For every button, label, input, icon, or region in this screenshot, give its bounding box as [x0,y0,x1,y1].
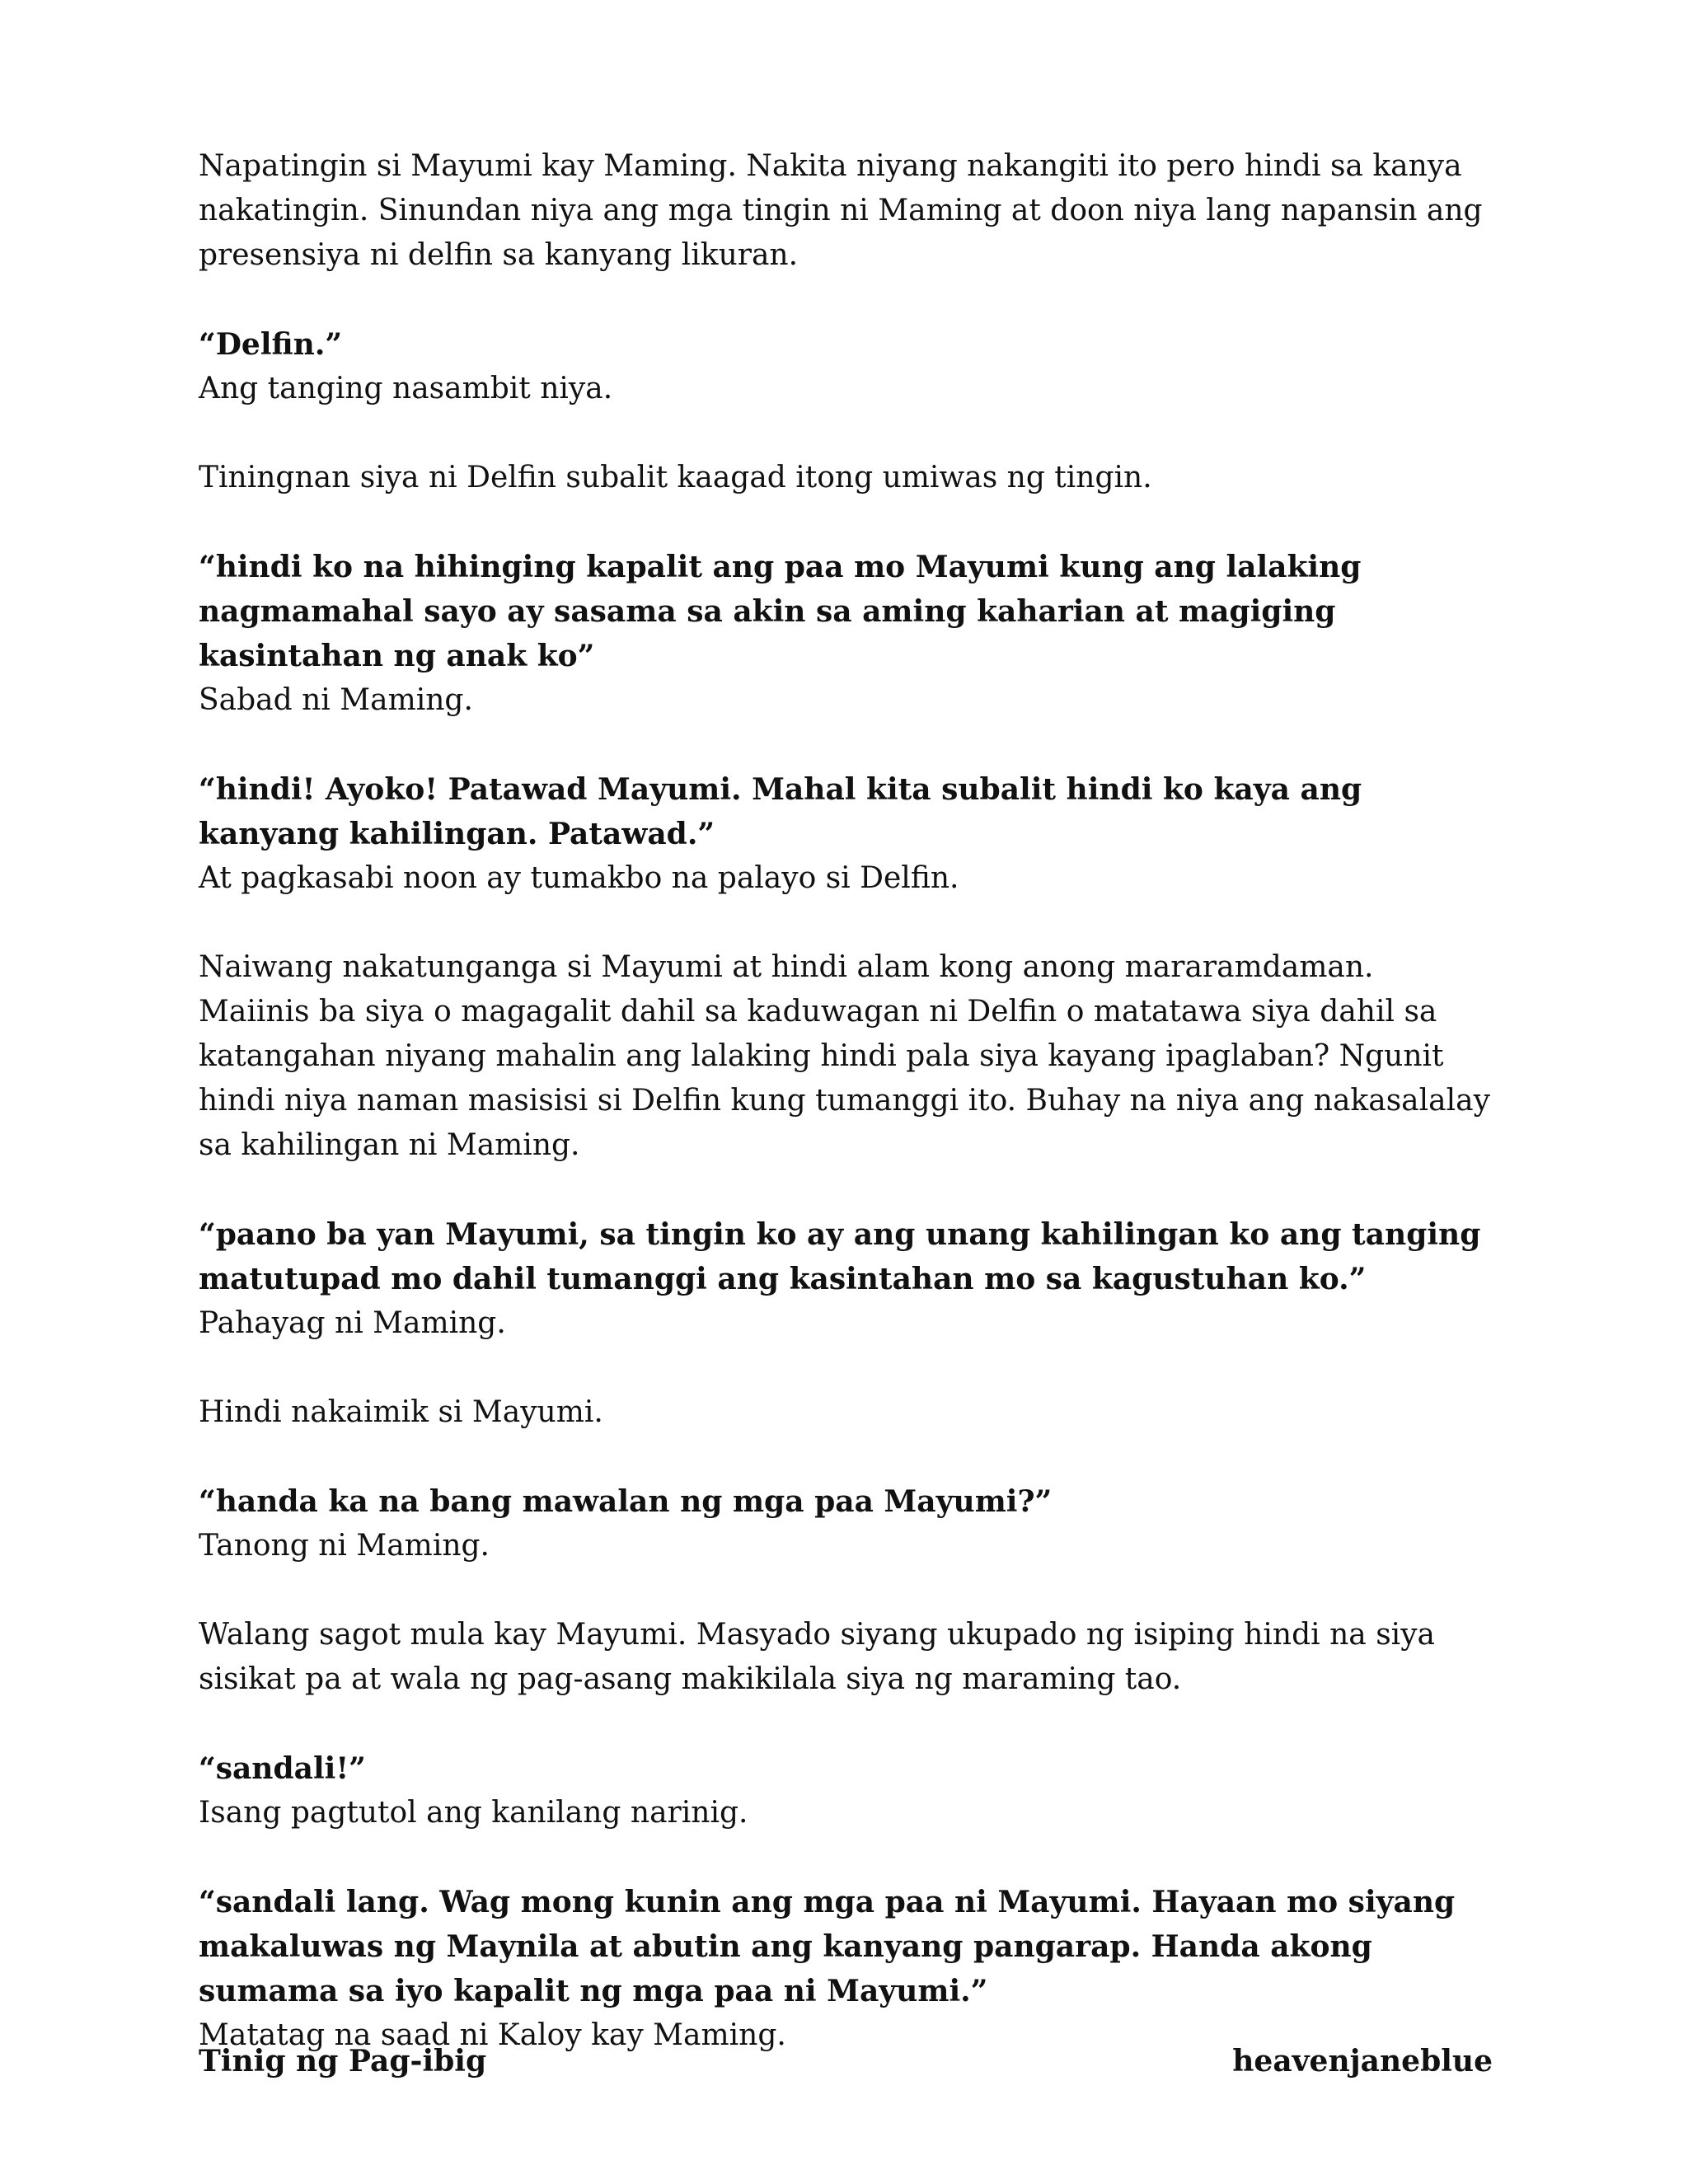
paragraph-2 [199,322,1493,411]
narration-line: Ang tanging nasambit niya. [199,372,613,405]
footer-title: Tinig ng Pag-ibig [199,2044,487,2079]
dialogue-line: “paano ba yan Mayumi, sa tingin ko ay ang unang kahilingan ko ang tanging matutupad mo dahil tumanggi ang kasintahan mo sa kagustuhan ko.” [199,1217,1481,1296]
dialogue-line: “hindi! Ayoko! Patawad Mayumi. Mahal kita subalit hindi ko kaya ang kanyang kahilingan. Patawad.” [199,772,1362,851]
paragraph-7 [199,1212,1493,1346]
dialogue-line: “sandali lang. Wag mong kunin ang mga paa ni Mayumi. Hayaan mo siyang makaluwas ng Maynila at abutin ang kanyang pangarap. Handa akong sumama sa iyo kapalit ng mga paa ni Mayumi.” [199,1885,1456,2008]
paragraph-11 [199,1746,1493,1835]
dialogue-line: “handa ka na bang mawalan ng mga paa Mayumi?” [199,1484,1053,1519]
paragraph-9 [199,1479,1493,1568]
paragraph-text: Hindi nakaimik si Mayumi. [199,1395,603,1429]
paragraph-8 [199,1390,1493,1435]
paragraph-text: Tiningnan siya ni Delfin subalit kaagad itong umiwas ng tingin. [199,461,1152,494]
paragraph-3 [199,456,1493,500]
narration-line: At pagkasabi noon ay tumakbo na palayo si Delfin. [199,861,959,895]
dialogue-line: “Delfin.” [199,327,343,362]
dialogue-line: “hindi ko na hihinging kapalit ang paa mo Mayumi kung ang lalaking nagmamahal sayo ay sasama sa akin sa aming kaharian at magiging kasintahan ng anak ko” [199,550,1362,673]
dialogue-line: “sandali!” [199,1751,366,1786]
footer-author: heavenjaneblue [1232,2044,1493,2079]
paragraph-10 [199,1613,1493,1702]
paragraph-text: Napatingin si Mayumi kay Maming. Nakita niyang nakangiti ito pero hindi sa kanya nakatingin. Sinundan niya ang mga tingin ni Maming at doon niya lang napansin ang presensiya ni delfin sa kanyang likuran. [199,149,1483,272]
document-body [199,144,1493,2102]
paragraph-text: Naiwang nakatunganga si Mayumi at hindi alam kong anong mararamdaman. Maiinis ba siya o magagalit dahil sa kaduwagan ni Delfin o matatawa siya dahil sa katangahan niyang mahalin ang lalaking hindi pala siya kayang ipaglaban? Ngunit hindi niya naman masisisi si Delfin kung tumanggi ito. Buhay na niya ang nakasalalay sa kahilingan ni Maming. [199,950,1490,1162]
page-footer [199,2039,1493,2083]
paragraph-12 [199,1880,1493,2058]
narration-line: Tanong ni Maming. [199,1529,490,1563]
narration-line: Matatag na saad ni Kaloy kay Maming. [199,2018,786,2052]
paragraph-1 [199,144,1493,278]
paragraph-6 [199,945,1493,1168]
narration-line: Sabad ni Maming. [199,683,473,717]
narration-line: Pahayag ni Maming. [199,1306,506,1340]
paragraph-text: Walang sagot mula kay Mayumi. Masyado siyang ukupado ng isiping hindi na siya sisikat pa at wala ng pag-asang makikilala siya ng maraming tao. [199,1618,1435,1696]
narration-line: Isang pagtutol ang kanilang narinig. [199,1796,748,1830]
paragraph-5 [199,767,1493,901]
paragraph-4 [199,545,1493,723]
